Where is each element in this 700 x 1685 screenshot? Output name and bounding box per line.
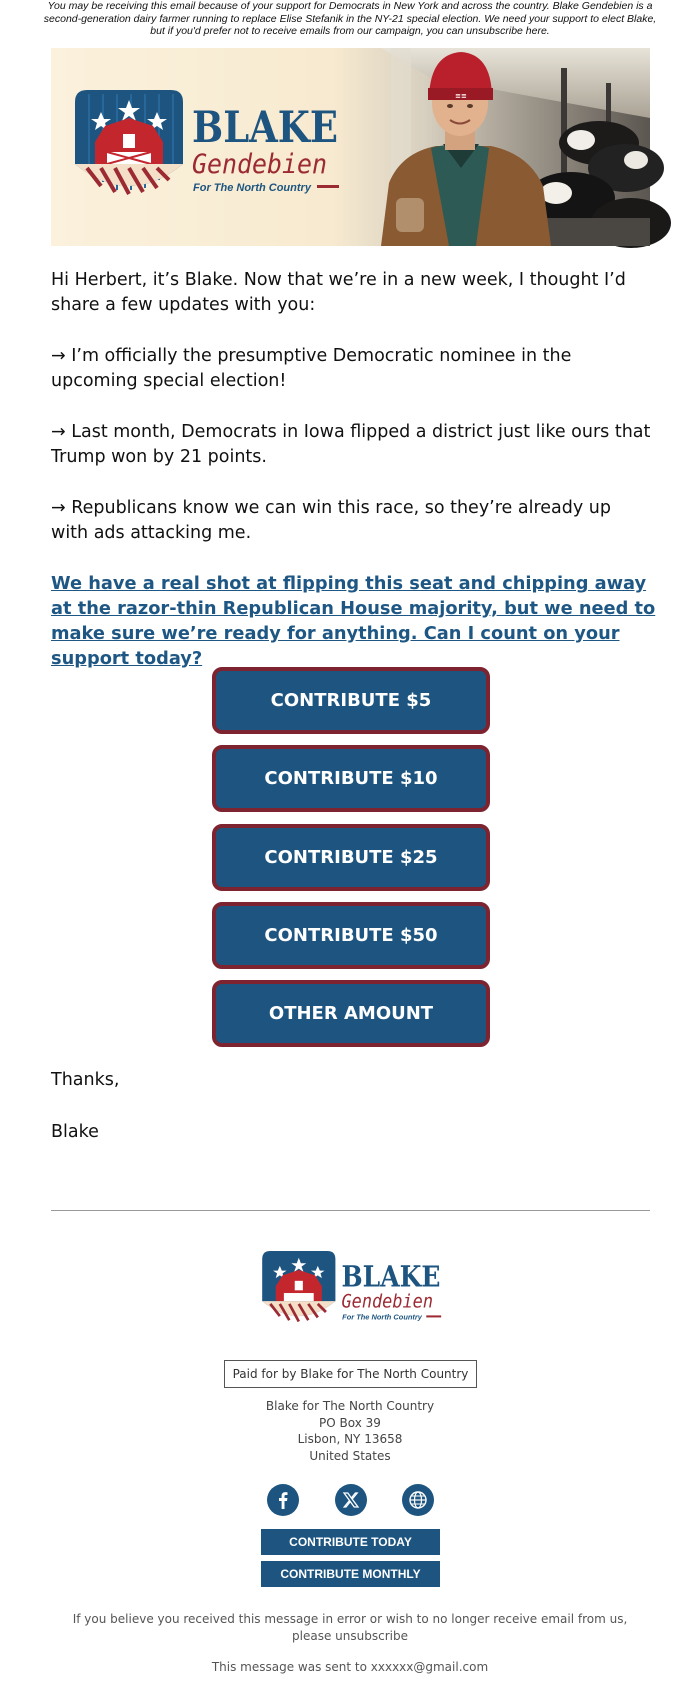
mailing-address <box>200 1398 500 1465</box>
update-paragraph-2: → Last month, Democrats in Iowa flipped a district just like ours that Trump won by 21 points. <box>51 422 651 467</box>
x-twitter-link[interactable] <box>335 1484 367 1516</box>
footer-logo-name-top: BLAKE <box>341 1259 441 1294</box>
hero-banner <box>51 48 650 246</box>
contribute-today-button[interactable]: CONTRIBUTE TODAY <box>261 1529 440 1555</box>
facebook-link[interactable] <box>267 1484 299 1516</box>
recipient-notice: This message was sent to xxxxxx@gmail.com <box>211 1660 489 1674</box>
address-line-2: PO Box 39 <box>319 1415 381 1430</box>
contribute-monthly-button[interactable]: CONTRIBUTE MONTHLY <box>261 1561 440 1587</box>
contribute-25-button[interactable]: CONTRIBUTE $25 <box>212 824 490 891</box>
contribute-50-button[interactable]: CONTRIBUTE $50 <box>212 902 490 969</box>
unsubscribe-disclaimer[interactable]: If you believe you received this message in error or wish to no longer receive email from us, please unsubscribe <box>72 1612 628 1643</box>
footer-campaign-logo <box>258 1251 444 1331</box>
website-link[interactable] <box>402 1484 434 1516</box>
footer-logo-tagline: For The North Country <box>342 1312 422 1322</box>
logo-tagline: For The North Country <box>193 182 311 194</box>
x-twitter-icon <box>341 1490 361 1510</box>
address-line-3: Lisbon, NY 13658 <box>297 1432 403 1447</box>
greeting-paragraph: Hi Herbert, it’s Blake. Now that we’re in a new week, I thought I’d share a few updates with you: <box>51 270 626 315</box>
campaign-logo <box>71 90 341 208</box>
paid-for-disclaimer: Paid for by Blake for The North Country <box>224 1360 477 1388</box>
footer-divider <box>51 1210 650 1211</box>
contribute-10-button[interactable]: CONTRIBUTE $10 <box>212 745 490 812</box>
update-paragraph-1: → I’m officially the presumptive Democratic nominee in the upcoming special election! <box>51 346 572 391</box>
logo-name-bottom: Gendebien <box>192 149 327 180</box>
signature: Blake <box>51 1122 99 1142</box>
globe-icon <box>408 1490 428 1510</box>
address-line-4: United States <box>309 1449 391 1464</box>
other-amount-button[interactable]: OTHER AMOUNT <box>212 980 490 1047</box>
donate-cta-link[interactable]: We have a real shot at flipping this seat and chipping away at the razor-thin Republican House majority, but we need to make sure we’re ready for anything. Can I count on your support today? <box>51 573 656 669</box>
logo-name-top: BLAKE <box>192 103 338 153</box>
preheader-text: You may be receiving this email because of your support for Democrats in New York and across the country. Blake Gendebien is a second-generation dairy farmer running to replace Elise Stefanik in the NY-21 special election. We need your support to elect Blake, but if you'd prefer not to receive emails from our campaign, you can unsubscribe here. <box>43 0 657 37</box>
svg-text:≡≡: ≡≡ <box>455 92 467 100</box>
footer-logo-name-bottom: Gendebien <box>341 1291 434 1313</box>
facebook-icon <box>274 1491 292 1509</box>
address-line-1: Blake for The North Country <box>265 1399 435 1413</box>
update-paragraph-3: → Republicans know we can win this race, so they’re already up with ads attacking me. <box>51 498 611 543</box>
contribute-5-button[interactable]: CONTRIBUTE $5 <box>212 667 490 734</box>
signoff: Thanks, <box>51 1070 120 1090</box>
